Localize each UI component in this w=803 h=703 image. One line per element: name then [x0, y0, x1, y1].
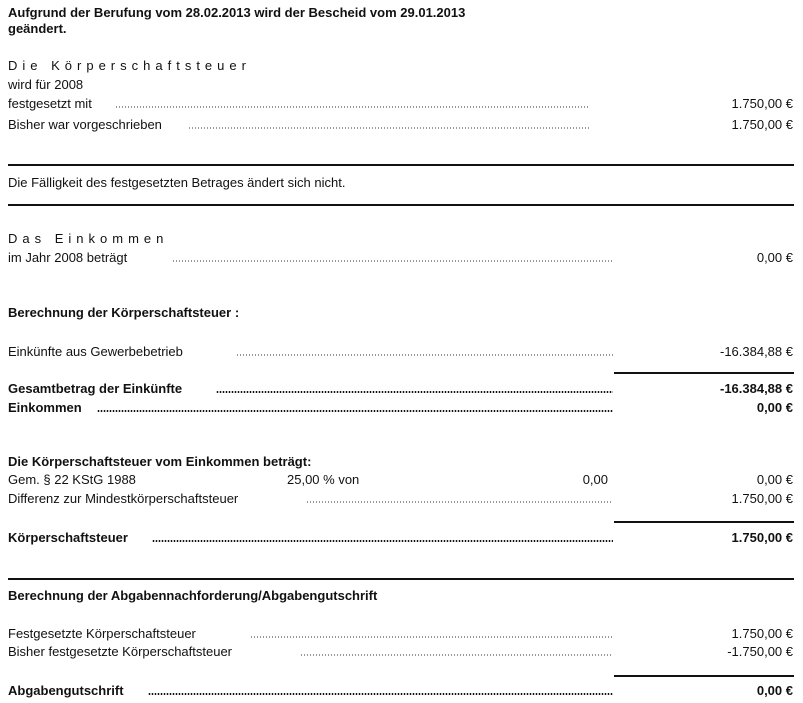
dot-leader: [306, 501, 613, 503]
abgaben-heading: Berechnung der Abgabennachforderung/Abgabengutschrift: [8, 588, 378, 603]
dot-leader: [236, 354, 613, 356]
section-divider: [8, 164, 794, 166]
kst-title: Die Körperschaftsteuer: [8, 58, 251, 73]
section-divider: [8, 204, 794, 206]
dot-leader: [172, 260, 613, 262]
section-divider: [8, 578, 794, 580]
gewerbe-label: Einkünfte aus Gewerbebetrieb: [8, 344, 183, 359]
berechnung-heading: Berechnung der Körperschaftsteuer :: [8, 305, 240, 320]
dot-leader: [300, 654, 613, 656]
previous-label: Bisher war vorgeschrieben: [8, 117, 162, 132]
einkommen-sum-value: 0,00 €: [756, 400, 793, 415]
gesamt-value: -16.384,88 €: [719, 381, 793, 396]
dot-leader: [152, 540, 613, 542]
sum-line: [614, 675, 794, 677]
header-line-2: geändert.: [8, 21, 67, 36]
dot-leader: [97, 410, 613, 412]
kst-total-value: 1.750,00 €: [731, 530, 793, 545]
base-value: 0,00: [582, 472, 608, 487]
einkommen-sum-label: Einkommen: [8, 400, 82, 415]
bisher-value: -1.750,00 €: [727, 644, 793, 659]
gutschrift-label: Abgabengutschrift: [8, 683, 124, 698]
header-line-1: Aufgrund der Berufung vom 28.02.2013 wird der Bescheid vom 29.01.2013: [8, 5, 466, 20]
fixed-label: festgesetzt mit: [8, 96, 92, 111]
diff-value: 1.750,00 €: [731, 491, 793, 506]
einkommen-label: im Jahr 2008 beträgt: [8, 250, 128, 265]
dot-leader: [148, 693, 613, 695]
year-line: wird für 2008: [8, 77, 84, 92]
sum-line: [614, 372, 794, 374]
diff-label: Differenz zur Mindestkörperschaftsteuer: [8, 491, 239, 506]
fest-value: 1.750,00 €: [731, 626, 793, 641]
paragraph-value: 0,00 €: [756, 472, 793, 487]
gesamt-label: Gesamtbetrag der Einkünfte: [8, 381, 183, 396]
einkommen-title: Das Einkommen: [8, 231, 169, 246]
bisher-label: Bisher festgesetzte Körperschaftsteuer: [8, 644, 233, 659]
dot-leader: [115, 106, 590, 108]
faelligkeit-text: Die Fälligkeit des festgesetzten Betrages ändert sich nicht.: [8, 175, 346, 190]
sum-line: [614, 521, 794, 523]
kst-heading: Die Körperschaftsteuer vom Einkommen beträgt:: [8, 454, 312, 469]
previous-value: 1.750,00 €: [731, 117, 793, 132]
dot-leader: [188, 127, 590, 129]
rate-label: 25,00 % von: [287, 472, 360, 487]
paragraph-label: Gem. § 22 KStG 1988: [8, 472, 136, 487]
dot-leader: [250, 636, 613, 638]
kst-total-label: Körperschaftsteuer: [8, 530, 128, 545]
gewerbe-value: -16.384,88 €: [719, 344, 793, 359]
einkommen-value: 0,00 €: [756, 250, 793, 265]
dot-leader: [216, 391, 613, 393]
fixed-value: 1.750,00 €: [731, 96, 793, 111]
fest-label: Festgesetzte Körperschaftsteuer: [8, 626, 196, 641]
gutschrift-value: 0,00 €: [756, 683, 793, 698]
